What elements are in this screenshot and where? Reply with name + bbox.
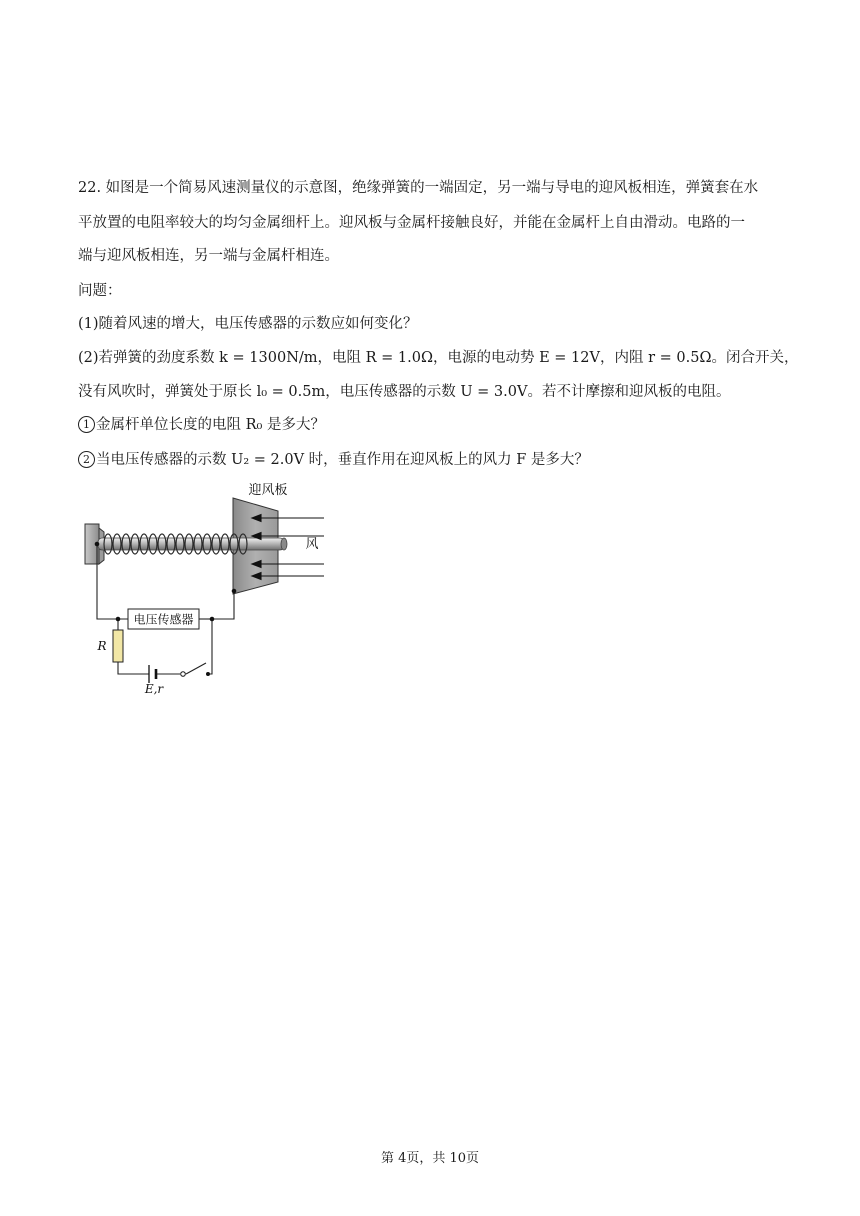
sub-question-1: (1)随着风速的增大，电压传感器的示数应如何变化？ — [78, 316, 418, 332]
source-label: E,r — [144, 682, 164, 696]
question-number: 22. — [78, 180, 102, 196]
resistor-r — [113, 630, 123, 662]
question-stem-line-2: 平放置的电阻率较大的均匀金属细杆上。迎风板与金属杆接触良好，并能在金属杆上自由滑动。电路的一 — [78, 215, 745, 231]
resistor-label: R — [97, 639, 107, 653]
battery — [149, 665, 156, 683]
switch — [181, 672, 210, 677]
circled-number-1: 1 — [78, 416, 95, 433]
voltage-sensor-label: 电压传感器 — [133, 612, 194, 627]
circled-number-2: 2 — [78, 451, 95, 468]
sub-question-2-line-1: (2)若弹簧的劲度系数 k = 1300N/m，电阻 R = 1.0Ω，电源的电动势 E = 12V，内阻 r = 0.5Ω。闭合开关， — [78, 350, 799, 366]
wind-label: 风 — [305, 537, 319, 552]
part-2-text: 当电压传感器的示数 U₂ = 2.0V 时，垂直作用在迎风板上的风力 F 是多大？ — [96, 452, 589, 468]
stem-text-1: 如图是一个简易风速测量仪的示意图，绝缘弹簧的一端固定，另一端与导电的迎风板相连，弹簧套在水 — [105, 180, 759, 196]
wenti-label: 问题： — [78, 283, 122, 299]
question-stem-line-1 — [78, 178, 780, 198]
part-1 — [78, 415, 780, 435]
part-2 — [78, 450, 780, 470]
part-1-text: 金属杆单位长度的电阻 R₀ 是多大？ — [96, 417, 325, 433]
wind-speed-meter-figure — [78, 478, 340, 700]
page-footer: 第 4页，共 10页 — [380, 1151, 480, 1166]
voltage-sensor — [128, 609, 199, 629]
question-stem-line-3: 端与迎风板相连，另一端与金属杆相连。 — [78, 248, 339, 264]
sub-question-2-line-2: 没有风吹时，弹簧处于原长 l₀ = 0.5m，电压传感器的示数 U = 3.0V。若不计摩擦和迎风板的电阻。 — [78, 384, 731, 400]
board-label: 迎风板 — [248, 483, 288, 498]
